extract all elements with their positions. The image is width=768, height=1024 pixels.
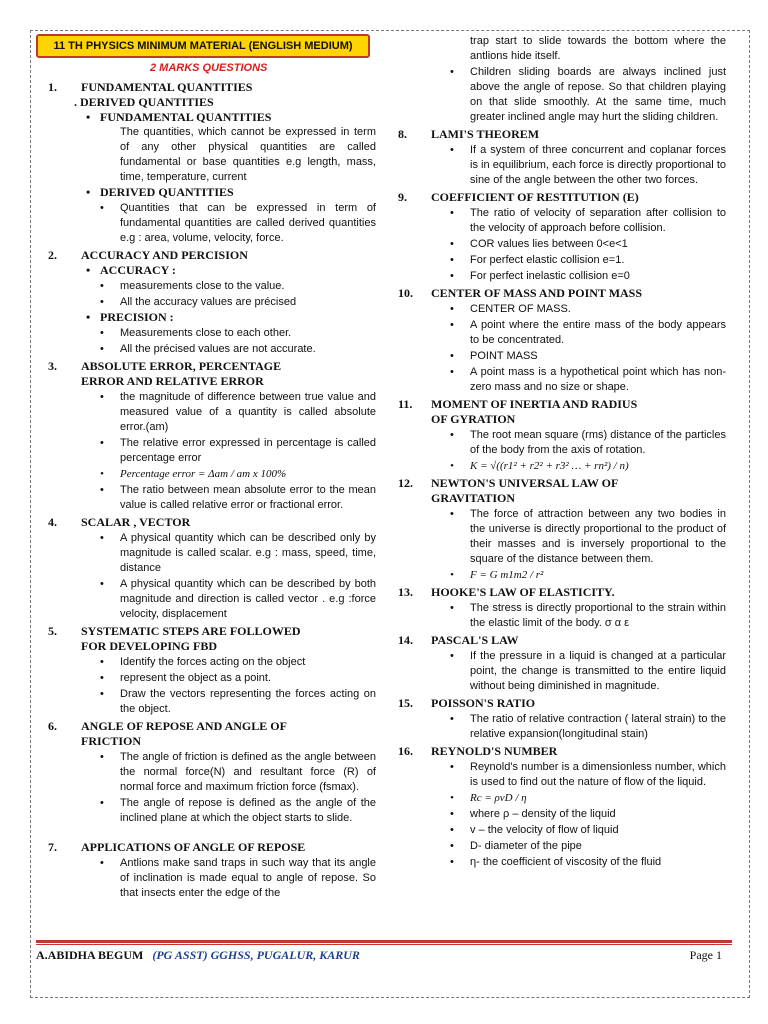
list-item: • The angle of repose is defined as the angle of the inclined plane at which the object starts to slide. (48, 796, 376, 826)
section-5-heading-line2: FOR DEVELOPING FBD (81, 639, 218, 653)
section-subheading: 2 MARKS QUESTIONS (150, 62, 268, 74)
section-9-heading: 9. COEFFICIENT OF RESTITUTION (E) (398, 190, 639, 204)
list-item: • A point mass is a hypothetical point which has non-zero mass and no size or shape. (398, 365, 726, 395)
list-item: • Antlions make sand traps in such way that its angle of inclination is made equal to angle of repose. So that insects enter the edge of the (48, 856, 376, 901)
section-5-heading: 5. SYSTEMATIC STEPS ARE FOLLOWED (48, 624, 301, 638)
section-16-heading: 16. REYNOLD'S NUMBER (398, 744, 558, 758)
section-12-heading: 12. NEWTON'S UNIVERSAL LAW OF (398, 476, 619, 490)
section-8-heading: 8. LAMI'S THEOREM (398, 127, 540, 141)
section-1-heading: 1. FUNDAMENTAL QUANTITIES (48, 80, 253, 94)
section-6-heading: 6. ANGLE OF REPOSE AND ANGLE OF (48, 719, 287, 733)
section-11-heading-line2: OF GYRATION (431, 412, 516, 426)
footer-rule-top (36, 940, 732, 943)
list-item: • If a system of three concurrent and coplanar forces is in equilibrium, each force is directly proportional to sine of the angle between the other two forces. (398, 143, 726, 188)
section-6-heading-line2: FRICTION (81, 734, 142, 748)
section-2-heading: 2. ACCURACY AND PERCISION (48, 248, 248, 262)
section-11-heading: 11. MOMENT OF INERTIA AND RADIUS (398, 397, 638, 411)
section-7-heading: 7. APPLICATIONS OF ANGLE OF REPOSE (48, 840, 306, 854)
list-item: • represent the object as a point. (48, 671, 376, 686)
list-item: • If the pressure in a liquid is changed at a particular point, the change is transmitted to the entire liquid without being diminished in magnitude. (398, 649, 726, 694)
section-15-heading: 15. POISSON'S RATIO (398, 696, 536, 710)
list-item: • For perfect elastic collision e=1. (398, 253, 726, 268)
section-3-heading: 3. ABSOLUTE ERROR, PERCENTAGE (48, 359, 282, 373)
list-item: • v – the velocity of flow of liquid (398, 823, 726, 838)
percentage-error-formula: • Percentage error = Δam / am x 100% (48, 467, 376, 482)
list-item: • Identify the forces acting on the object (48, 655, 376, 670)
reynolds-formula: • Rc = ρvD / η (398, 791, 726, 806)
footer-rule-thin (36, 944, 732, 945)
list-item: • COR values lies between 0<e<1 (398, 237, 726, 252)
page-number: Page 1 (689, 948, 722, 962)
list-item: • For perfect inelastic collision e=0 (398, 269, 726, 284)
list-item: • Children sliding boards are always inclined just above the angle of repose. So that children playing on that slide smoothly. At the same time, much greater inclined angle may hurt the sliding children. (398, 65, 726, 125)
section-13-heading: 13. HOOKE'S LAW OF ELASTICITY. (398, 585, 615, 599)
list-item: • A physical quantity which can be described only by magnitude is called scalar. e.g : mass, speed, time, distance (48, 531, 376, 576)
section-10-heading: 10. CENTER OF MASS AND POINT MASS (398, 286, 643, 300)
list-item: • The relative error expressed in percentage is called percentage error (48, 436, 376, 466)
footer (36, 948, 722, 963)
section-4-heading: 4. SCALAR , VECTOR (48, 515, 191, 529)
right-column (398, 34, 726, 870)
section-1-subheading: . DERIVED QUANTITIES (74, 95, 214, 109)
list-item: • The root mean square (rms) distance of the particles of the body from the axis of rotation. (398, 428, 726, 458)
list-item: • measurements close to the value. (48, 279, 376, 294)
list-item: • Measurements close to each other. (48, 326, 376, 341)
list-item: • the magnitude of difference between true value and measured value of a quantity is called absolute error.(am) (48, 390, 376, 435)
list-item: • The angle of friction is defined as the angle between the normal force(N) and resultant force (R) of normal force and maximum friction force (fsmax). (48, 750, 376, 795)
accuracy-label: • ACCURACY : (48, 263, 376, 278)
list-item: • POINT MASS (398, 349, 726, 364)
list-item: • Draw the vectors representing the forces acting on the object. (48, 687, 376, 717)
footer-author: A.ABIDHA BEGUM (36, 948, 144, 962)
list-item: • where ρ – density of the liquid (398, 807, 726, 822)
list-item: • The stress is directly proportional to the strain within the elastic limit of the body. σ α ε (398, 601, 726, 631)
footer-school: (PG ASST) GGHSS, PUGALUR, KARUR (152, 948, 360, 962)
section-3-heading-line2: ERROR AND RELATIVE ERROR (81, 374, 264, 388)
list-item: • The force of attraction between any two bodies in the universe is directly proportional to the product of their masses and is inversely proportional to the square of the distance between them. (398, 507, 726, 567)
list-item: • Reynold's number is a dimensionless number, which is used to find out the nature of flow of the liquid. (398, 760, 726, 790)
list-item: • The ratio between mean absolute error to the mean value is called relative error or fractional error. (48, 483, 376, 513)
list-item: • All the précised values are not accurate. (48, 342, 376, 357)
fundamental-quantities-label: • FUNDAMENTAL QUANTITIES (48, 110, 376, 125)
left-column (48, 78, 376, 901)
derived-quantities-text: • Quantities that can be expressed in term of fundamental quantities are called derived quantities e.g : area, volume, velocity, force. (48, 201, 376, 246)
radius-of-gyration-formula: • K = √((r1² + r2² + r3² … + rn²) / n) (398, 459, 726, 474)
continued-text: trap start to slide towards the bottom where the antlions hide itself. (470, 35, 726, 62)
document-banner: 11 TH PHYSICS MINIMUM MATERIAL (ENGLISH MEDIUM) (36, 34, 370, 58)
section-12-heading-line2: GRAVITATION (431, 491, 516, 505)
list-item: • η- the coefficient of viscosity of the fluid (398, 855, 726, 870)
list-item: • CENTER OF MASS. (398, 302, 726, 317)
list-item: • A point where the entire mass of the body appears to be concentrated. (398, 318, 726, 348)
list-item: • The ratio of relative contraction ( lateral strain) to the relative expansion(longitudinal stain) (398, 712, 726, 742)
precision-label: • PRECISION : (48, 310, 376, 325)
list-item: • All the accuracy values are précised (48, 295, 376, 310)
list-item: • The ratio of velocity of separation after collision to the velocity of approach before collision. (398, 206, 726, 236)
list-item: • A physical quantity which can be described by both magnitude and direction is called vector . e.g :force velocity, displacement (48, 577, 376, 622)
list-item: • D- diameter of the pipe (398, 839, 726, 854)
gravitation-formula: • F = G m1m2 / r² (398, 568, 726, 583)
derived-quantities-label: • DERIVED QUANTITIES (48, 185, 376, 200)
fundamental-quantities-text: The quantities, which cannot be expressed in term of any other physical quantities are called fundamental or base quantities e.g length, mass, time, temperature, current (120, 126, 376, 183)
section-14-heading: 14. PASCAL'S LAW (398, 633, 519, 647)
